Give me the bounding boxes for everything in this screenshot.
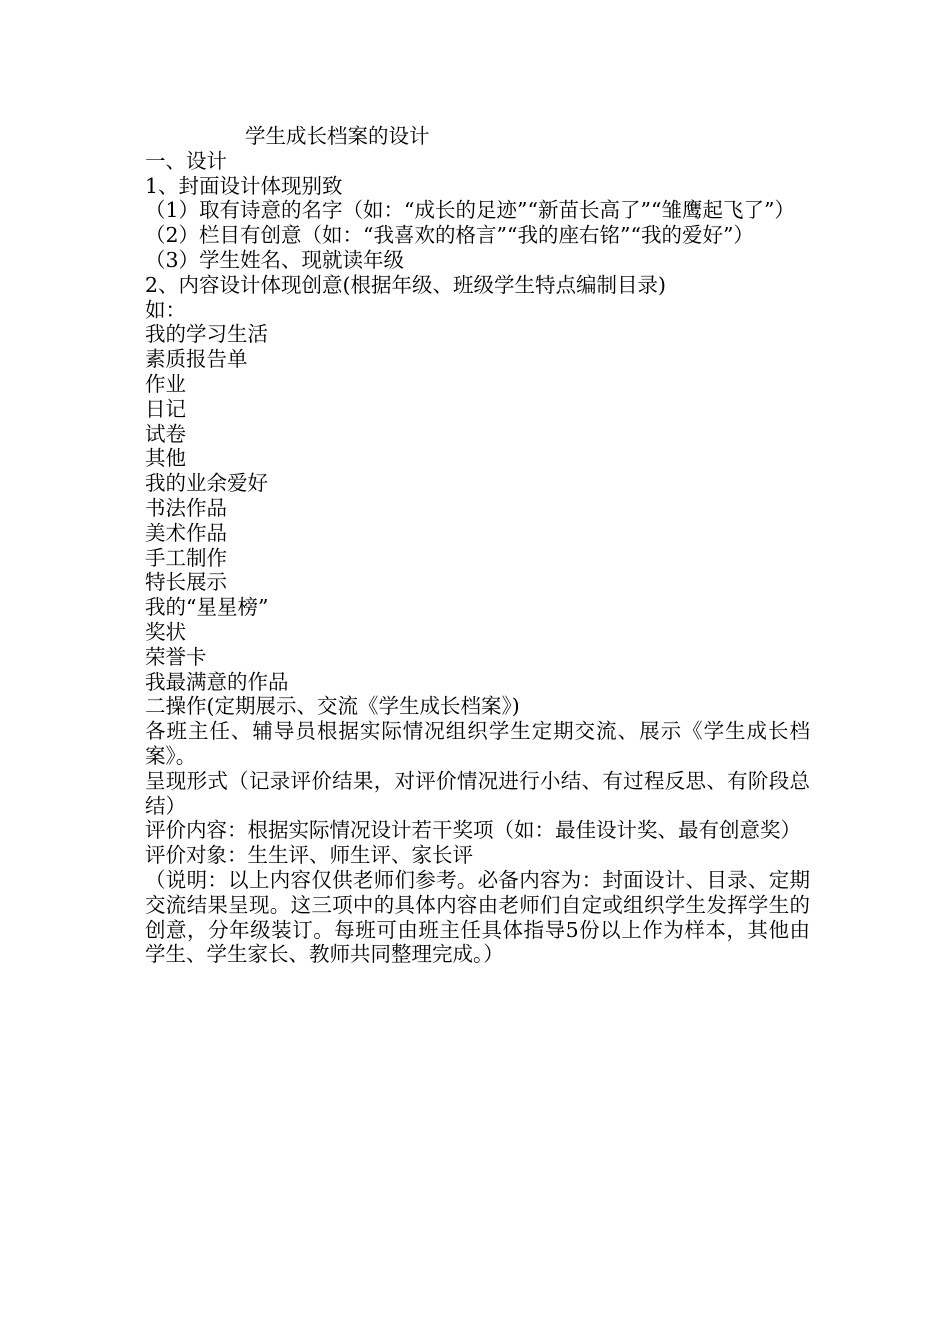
cover-item-1: （1）取有诗意的名字（如：“成长的足迹”“新苗长高了”“雏鹰起飞了”） bbox=[145, 198, 795, 223]
list-item: 荣誉卡 bbox=[145, 644, 207, 669]
evaluation-content: 评价内容：根据实际情况设计若干奖项（如：最佳设计奖、最有创意奖） bbox=[145, 818, 801, 843]
list-item: 特长展示 bbox=[145, 570, 227, 595]
list-item: 书法作品 bbox=[145, 495, 227, 520]
list-item: 作业 bbox=[145, 371, 186, 396]
list-item: 其他 bbox=[145, 446, 186, 471]
section-heading-operation: 二操作(定期展示、交流《学生成长档案》) bbox=[145, 694, 520, 719]
example-label: 如： bbox=[145, 297, 186, 322]
list-item: 试卷 bbox=[145, 421, 186, 446]
document-body bbox=[145, 124, 810, 967]
list-item: 我的“星星榜” bbox=[145, 595, 269, 620]
list-item: 奖状 bbox=[145, 619, 186, 644]
subheading-content-design: 2、内容设计体现创意(根据年级、班级学生特点编制目录) bbox=[145, 272, 667, 297]
list-item: 日记 bbox=[145, 396, 186, 421]
list-item: 我的业余爱好 bbox=[145, 471, 268, 496]
presentation-format: 呈现形式（记录评价结果，对评价情况进行小结、有过程反思、有阶段总结） bbox=[145, 768, 810, 818]
subheading-cover-design: 1、封面设计体现别致 bbox=[145, 173, 343, 198]
list-item: 我的学习生活 bbox=[145, 322, 268, 347]
list-item: 素质报告单 bbox=[145, 347, 248, 372]
list-item: 手工制作 bbox=[145, 545, 227, 570]
list-item: 美术作品 bbox=[145, 520, 227, 545]
cover-item-3: （3）学生姓名、现就读年级 bbox=[145, 247, 405, 272]
notes-paragraph: （说明：以上内容仅供老师们参考。必备内容为：封面设计、目录、定期交流结果呈现。这三项中的具体内容由老师们自定或组织学生发挥学生的创意，分年级装订。每班可由班主任具体指导5份以上作为样本，其他由学生、学生家长、教师共同整理完成。） bbox=[145, 867, 810, 967]
section-heading-design: 一、设计 bbox=[145, 148, 227, 173]
list-item: 我最满意的作品 bbox=[145, 669, 289, 694]
cover-item-2: （2）栏目有创意（如：“我喜欢的格言”“我的座右铭”“我的爱好”） bbox=[145, 223, 754, 248]
document-title: 学生成长档案的设计 bbox=[245, 124, 430, 148]
operation-paragraph: 各班主任、辅导员根据实际情况组织学生定期交流、展示《学生成长档案》。 bbox=[145, 719, 810, 768]
evaluation-targets: 评价对象：生生评、师生评、家长评 bbox=[145, 843, 473, 868]
